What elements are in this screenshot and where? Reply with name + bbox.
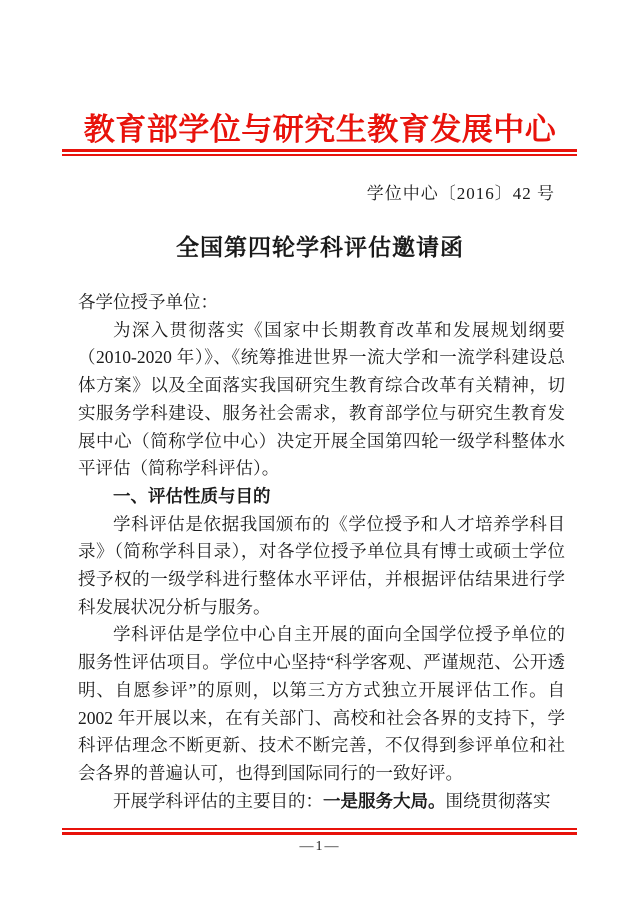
document-title: 全国第四轮学科评估邀请函: [176, 235, 464, 260]
purpose-bold-point-one: 一是服务大局。: [323, 790, 446, 811]
paragraph-evaluation-purpose: [78, 788, 565, 816]
purpose-trailing-text: 围绕贯彻落实: [445, 790, 551, 811]
footer-divider: [62, 828, 577, 835]
letterhead-divider-thin-bar: [62, 154, 577, 156]
paragraph-evaluation-basis: 学科评估是依据我国颁布的《学位授予和人才培养学科目录》（简称学科目录），对各学位授予单位具有博士或硕士学位授予权的一级学科进行整体水平评估，并根据评估结果进行学科发展状况分析与服务。: [78, 513, 565, 617]
letterhead-divider: [62, 149, 577, 156]
section-1-heading: 一、评估性质与目的: [113, 485, 271, 506]
document-body: [78, 289, 565, 821]
salutation: 各学位授予单位：: [78, 292, 218, 312]
footer-divider-thick-bar: [62, 832, 577, 835]
letterhead-org-name: 教育部学位与研究生教育发展中心: [83, 112, 557, 147]
purpose-lead-text: 开展学科评估的主要目的：: [113, 790, 323, 811]
document-number: 学位中心〔2016〕42 号: [366, 184, 555, 203]
page-number: —1—: [299, 839, 341, 854]
paragraph-intro: 为深入贯彻落实《国家中长期教育改革和发展规划纲要（2010-2020 年）》、《统筹推进世界一流大学和一流学科建设总体方案》以及全面落实我国研究生教育综合改革有关精神，切实服务学科建设、服务社会需求，教育部学位与研究生教育发展中心（简称学位中心）决定开展全国第四轮一级学科整体水平评估（简称学科评估）。: [78, 319, 565, 479]
paragraph-evaluation-nature: 学科评估是学位中心自主开展的面向全国学位授予单位的服务性评估项目。学位中心坚持“科学客观、严谨规范、公开透明、自愿参评”的原则，以第三方方式独立开展评估工作。自 2002 年开展以来，在有关部门、高校和社会各界的支持下，学科评估理念不断更新、技术不断完善，不仅得到参评单位和社会各界的普遍认可，也得到国际同行的一致好评。: [78, 624, 565, 783]
